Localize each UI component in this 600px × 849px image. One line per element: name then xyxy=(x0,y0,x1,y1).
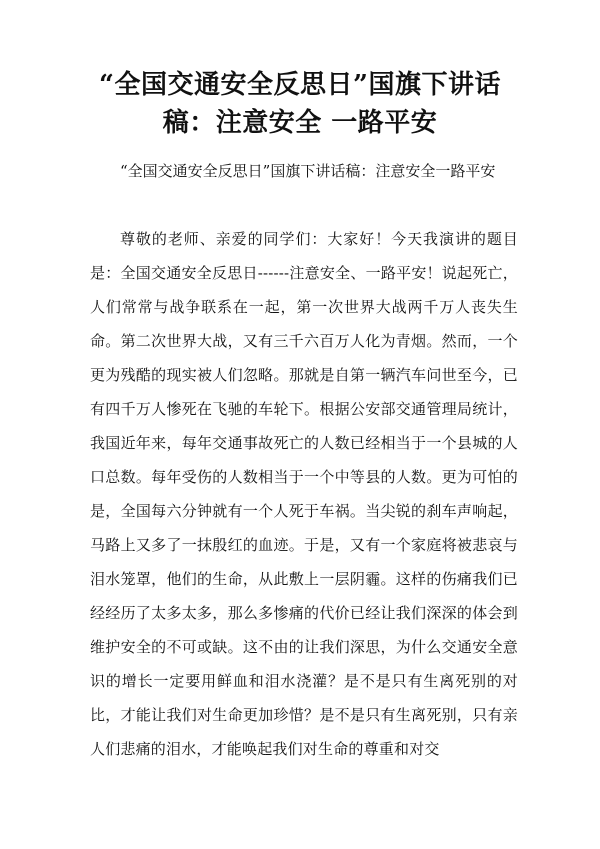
body-paragraph: 尊敬的老师、亲爱的同学们：大家好！今天我演讲的题目是：全国交通安全反思日------注意安全、一路平安！说起死亡，人们常常与战争联系在一起，第一次世界大战两千万人丧失生命。第二次世界大战，又有三千六百万人化为青烟。然而，一个更为残酷的现实被人们忽略。那就是自第一辆汽车问世至今，已有四千万人惨死在飞驰的车轮下。根据公安部交通管理局统计，我国近年来，每年交通事故死亡的人数已经相当于一个县城的人口总数。每年受伤的人数相当于一个中等县的人数。更为可怕的是，全国每六分钟就有一个人死于车祸。当尖锐的刹车声响起，马路上又多了一抹殷红的血迹。于是，又有一个家庭将被悲哀与泪水笼罩，他们的生命，从此敷上一层阴霾。这样的伤痛我们已经经历了太多太多，那么多惨痛的代价已经让我们深深的体会到维护安全的不可或缺。这不由的让我们深思，为什么交通安全意识的增长一定要用鲜血和泪水浇灌？是不是只有生离死别的对比，才能让我们对生命更加珍惜？是不是只有生离死别，只有亲人们悲痛的泪水，才能唤起我们对生命的尊重和对交 xyxy=(90,230,518,758)
title-line-1: “全国交通安全反思日”国旗下讲话 xyxy=(99,70,501,100)
document-subtitle: “全国交通安全反思日”国旗下讲话稿：注意安全一路平安 xyxy=(120,162,496,180)
title-line-2: 稿：注意安全 一路平安 xyxy=(162,108,438,138)
document-title xyxy=(75,66,525,142)
